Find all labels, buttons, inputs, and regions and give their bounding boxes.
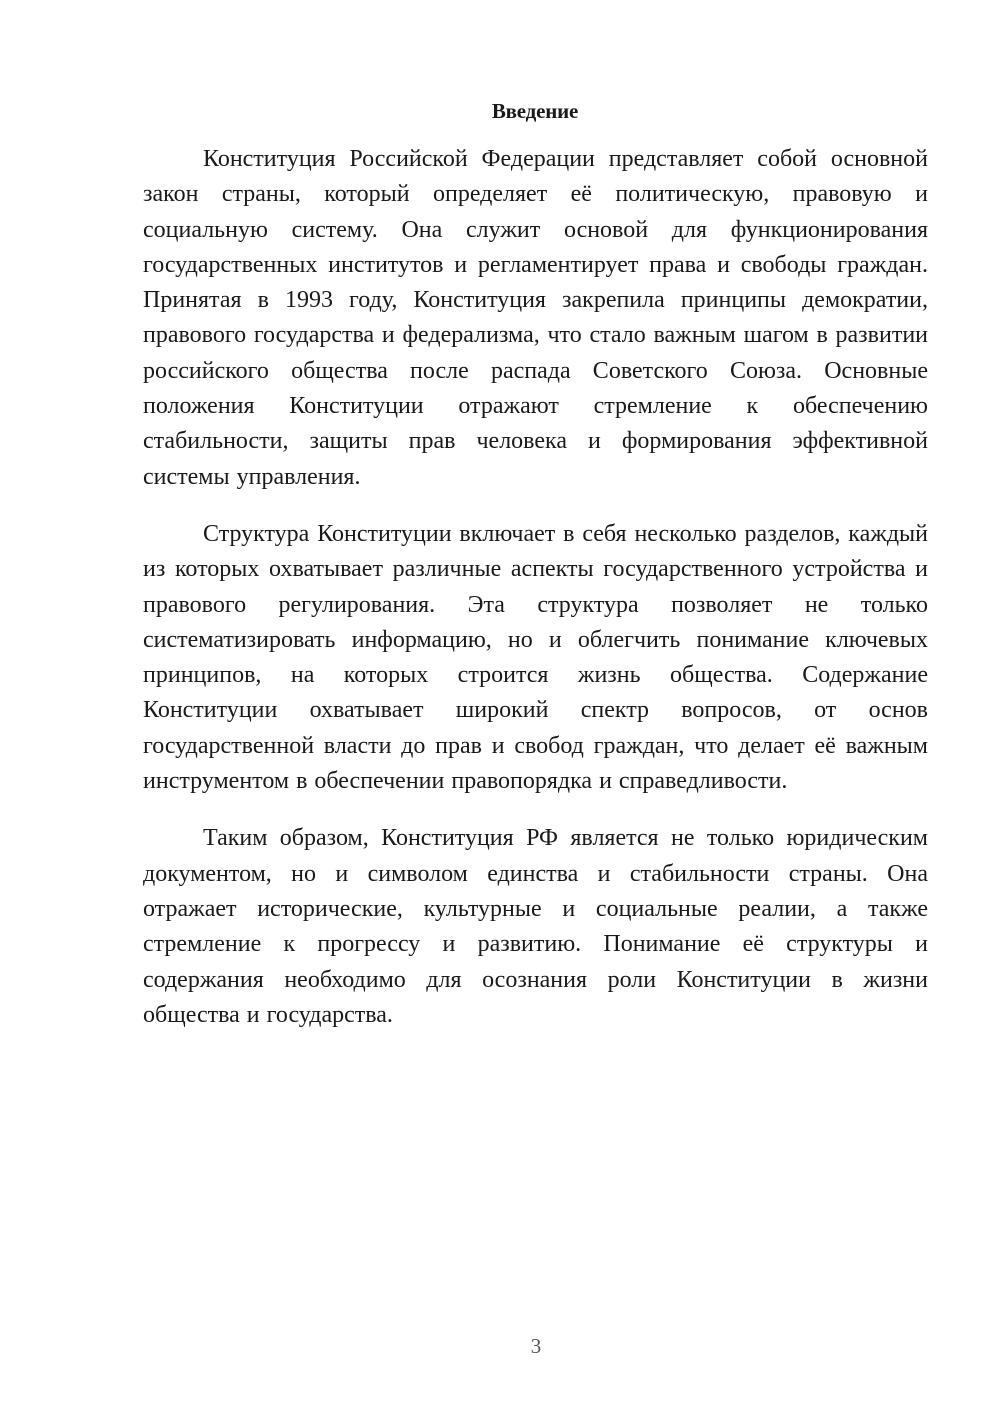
- paragraph-3: Таким образом, Конституция РФ является не только юридическим документом, но и символом единства и стабильности страны. Она отражает исторические, культурные и социальные реалии, а также стремление к прогрессу и развитию. Понимание её структуры и содержания необходимо для осознания роли Конституции в жизни общества и государства.: [143, 825, 928, 1028]
- page-number: 3: [530, 1334, 542, 1358]
- body-text: [143, 142, 928, 1055]
- paragraph-2: Структура Конституции включает в себя несколько разделов, каждый из которых охватывает различные аспекты государственного устройства и правового регулирования. Эта структура позволяет не только систематизировать информацию, но и облегчить понимание ключевых принципов, на которых строится жизнь общества. Содержание Конституции охватывает широкий спектр вопросов, от основ государственной власти до прав и свобод граждан, что делает её важным инструментом в обеспечении правопорядка и справедливости.: [143, 520, 928, 795]
- paragraph-1: Конституция Российской Федерации представляет собой основной закон страны, который определяет её политическую, правовую и социальную систему. Она служит основой для функционирования государственных институтов и регламентирует права и свободы граждан. Принятая в 1993 году, Конституция закрепила принципы демократии, правового государства и федерализма, что стало важным шагом в развитии российского общества после распада Советского Союза. Основные положения Конституции отражают стремление к обеспечению стабильности, защиты прав человека и формирования эффективной системы управления.: [143, 146, 928, 490]
- section-title: Введение: [491, 99, 579, 123]
